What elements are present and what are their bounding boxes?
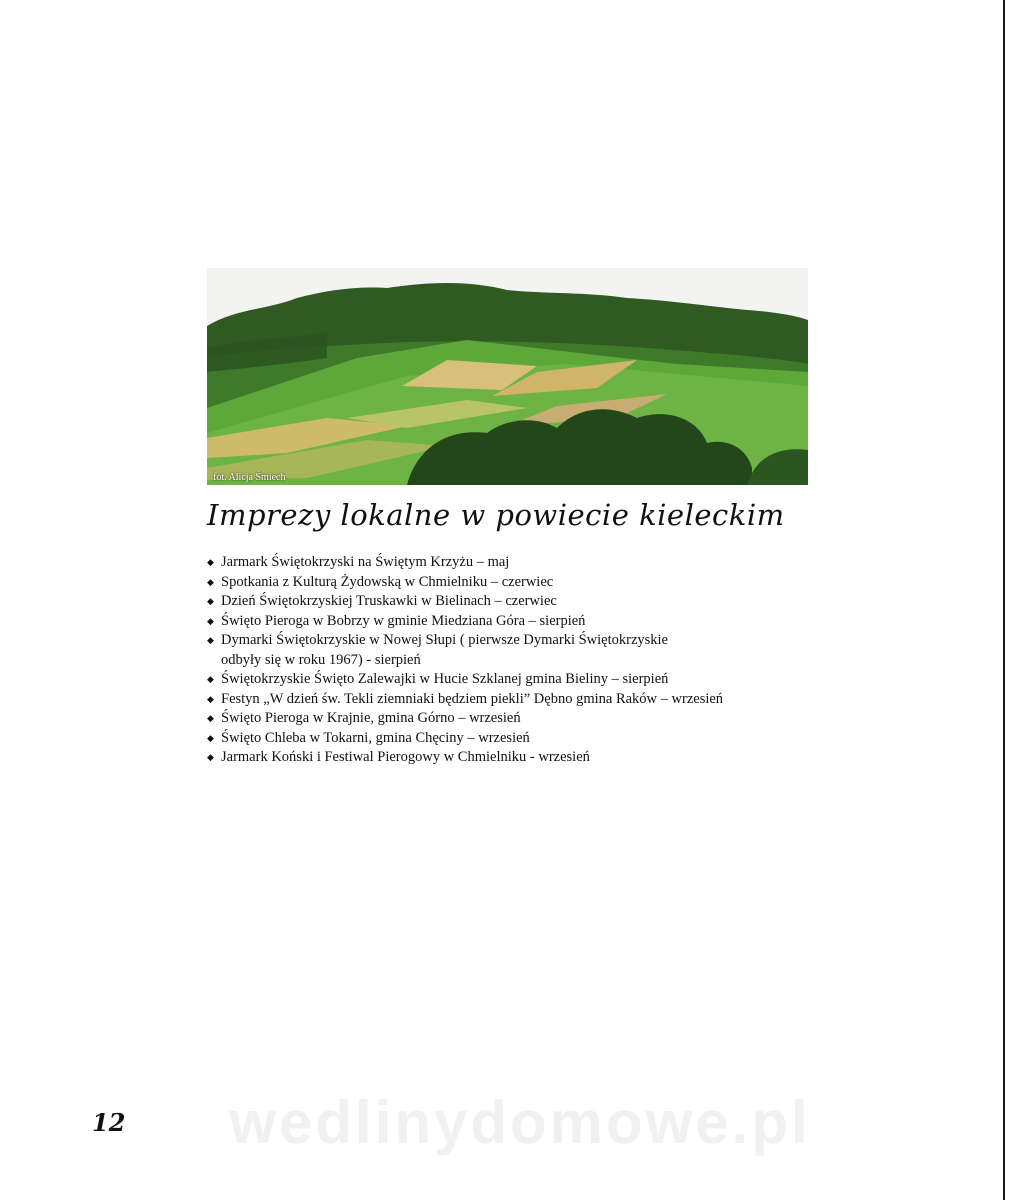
bullet-icon: ◆ bbox=[207, 713, 214, 723]
list-item bbox=[207, 553, 907, 573]
event-text: Dymarki Świętokrzyskie w Nowej Słupi ( pierwsze Dymarki Świętokrzyskie bbox=[221, 632, 668, 648]
page-number: 12 bbox=[92, 1108, 126, 1137]
event-text: Święto Chleba w Tokarni, gmina Chęciny – wrzesień bbox=[221, 729, 530, 746]
list-item bbox=[207, 592, 907, 612]
event-text-continuation: odbyły się w roku 1967) - sierpień bbox=[221, 651, 421, 668]
list-item bbox=[207, 690, 907, 710]
list-item bbox=[207, 573, 907, 593]
bullet-icon: ◆ bbox=[207, 752, 214, 762]
event-text: Świętokrzyskie Święto Zalewajki w Hucie Szklanej gmina Bieliny – sierpień bbox=[221, 671, 669, 687]
bullet-icon: ◆ bbox=[207, 693, 214, 704]
event-text: Święto Pieroga w Bobrzy w gminie Miedziana Góra – sierpień bbox=[221, 612, 586, 629]
list-item bbox=[207, 709, 907, 729]
event-text: Jarmark Koński i Festiwal Pierogowy w Chmielniku - wrzesień bbox=[221, 749, 590, 765]
list-item bbox=[207, 748, 907, 768]
bullet-icon: ◆ bbox=[207, 596, 214, 606]
list-item bbox=[207, 729, 907, 749]
list-item bbox=[207, 631, 907, 670]
bullet-icon: ◆ bbox=[207, 732, 214, 743]
watermark: wedlinydomowe.pl bbox=[229, 1089, 811, 1156]
list-item bbox=[207, 670, 907, 690]
event-text: Dzień Świętokrzyskiej Truskawki w Bielinach – czerwiec bbox=[221, 593, 557, 609]
photo-credit: fot. Alicja Śmiech bbox=[213, 472, 286, 483]
list-item bbox=[207, 612, 907, 632]
bullet-icon: ◆ bbox=[207, 674, 214, 684]
landscape-photo bbox=[207, 268, 808, 485]
page-heading: Imprezy lokalne w powiecie kieleckim bbox=[207, 498, 785, 532]
bullet-icon: ◆ bbox=[207, 615, 214, 626]
bullet-icon: ◆ bbox=[207, 557, 214, 567]
event-text: Święto Pieroga w Krajnie, gmina Górno – wrzesień bbox=[221, 710, 521, 726]
event-text: Jarmark Świętokrzyski na Świętym Krzyżu – maj bbox=[221, 554, 510, 570]
landscape-illustration bbox=[207, 268, 808, 485]
page-edge-rule bbox=[1003, 0, 1005, 1200]
event-text: Spotkania z Kulturą Żydowską w Chmielniku – czerwiec bbox=[221, 573, 554, 590]
events-list bbox=[207, 553, 907, 768]
event-text: Festyn „W dzień św. Tekli ziemniaki będziem piekli” Dębno gmina Raków – wrzesień bbox=[221, 690, 724, 707]
bullet-icon: ◆ bbox=[207, 576, 214, 587]
bullet-icon: ◆ bbox=[207, 635, 214, 645]
